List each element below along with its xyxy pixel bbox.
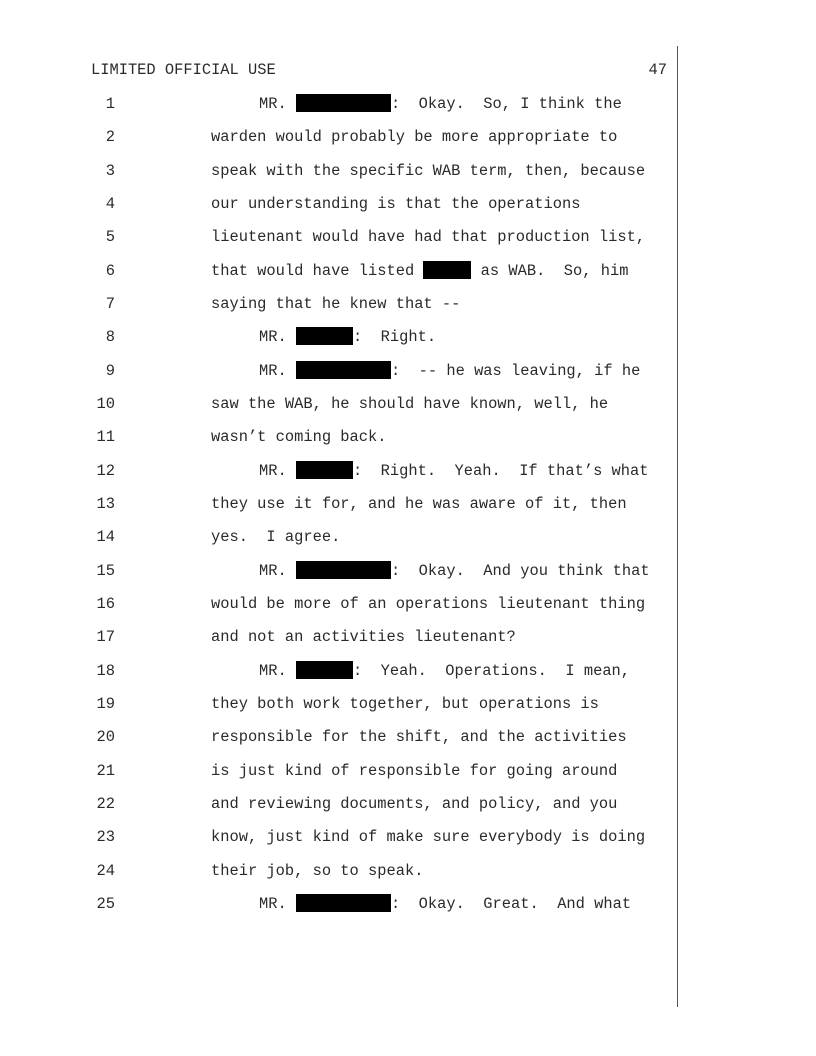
line-number: 25 [96,895,115,913]
transcript-line [0,360,677,384]
line-text: warden would probably be more appropriate to [211,128,618,146]
transcript-line [0,660,677,684]
line-text: responsible for the shift, and the activities [211,728,627,746]
line-text: speak with the specific WAB term, then, because [211,162,646,180]
transcript-line [0,760,677,784]
classification-header: LIMITED OFFICIAL USE [91,61,276,79]
page-number: 47 [648,61,667,79]
transcript-line [0,126,677,150]
transcript-line [0,860,677,884]
transcript-line [0,93,677,117]
transcript-line [0,293,677,317]
redaction-box [296,94,391,112]
line-text: yes. I agree. [211,528,341,546]
line-text: is just kind of responsible for going around [211,762,618,780]
transcript-line [0,393,677,417]
redaction-box [296,561,391,579]
transcript-line [0,726,677,750]
line-number: 19 [96,695,115,713]
line-text: saw the WAB, he should have known, well, he [211,395,609,413]
transcript-line [0,893,677,917]
line-number: 10 [96,395,115,413]
line-text: our understanding is that the operations [211,195,581,213]
margin-rule [677,46,678,1007]
transcript-line [0,560,677,584]
line-text: they both work together, but operations is [211,695,599,713]
transcript-line [0,226,677,250]
redaction-box [296,361,391,379]
line-number: 3 [105,162,115,180]
line-number: 13 [96,495,115,513]
line-text: wasn’t coming back. [211,428,387,446]
line-number: 23 [96,828,115,846]
line-number: 21 [96,762,115,780]
transcript-line [0,626,677,650]
transcript-line [0,426,677,450]
line-text: and not an activities lieutenant? [211,628,516,646]
transcript-line [0,326,677,350]
line-number: 4 [105,195,115,213]
line-text: know, just kind of make sure everybody is doing [211,828,646,846]
redaction-box [296,461,353,479]
transcript-line [0,460,677,484]
line-text: MR. : Right. [259,328,437,346]
transcript-line [0,793,677,817]
line-number: 12 [96,462,115,480]
line-text: that would have listed as WAB. So, him [211,262,629,280]
line-number: 20 [96,728,115,746]
transcript-line [0,493,677,517]
line-text: and reviewing documents, and policy, and you [211,795,618,813]
line-number: 9 [105,362,115,380]
transcript-line [0,826,677,850]
transcript-line [0,193,677,217]
line-text: saying that he knew that -- [211,295,461,313]
line-number: 18 [96,662,115,680]
line-text: MR. : Okay. Great. And what [259,895,632,913]
line-number: 14 [96,528,115,546]
transcript-line [0,693,677,717]
line-number: 24 [96,862,115,880]
line-number: 11 [96,428,115,446]
transcript-line [0,260,677,284]
transcript-line [0,593,677,617]
redaction-box [296,661,353,679]
line-number: 7 [105,295,115,313]
line-text: lieutenant would have had that production list, [211,228,646,246]
line-text: MR. : Right. Yeah. If that’s what [259,462,649,480]
line-number: 1 [105,95,115,113]
line-number: 16 [96,595,115,613]
line-text: they use it for, and he was aware of it, then [211,495,627,513]
line-number: 8 [105,328,115,346]
line-number: 17 [96,628,115,646]
line-number: 2 [105,128,115,146]
redaction-box [423,261,471,279]
transcript-line [0,160,677,184]
line-number: 15 [96,562,115,580]
line-number: 6 [105,262,115,280]
line-text: MR. : -- he was leaving, if he [259,362,641,380]
line-text: would be more of an operations lieutenant thing [211,595,646,613]
line-text: their job, so to speak. [211,862,424,880]
line-number: 5 [105,228,115,246]
line-text: MR. : Yeah. Operations. I mean, [259,662,631,680]
line-text: MR. : Okay. And you think that [259,562,650,580]
line-number: 22 [96,795,115,813]
line-text: MR. : Okay. So, I think the [259,95,622,113]
redaction-box [296,894,391,912]
redaction-box [296,327,353,345]
transcript-line [0,526,677,550]
